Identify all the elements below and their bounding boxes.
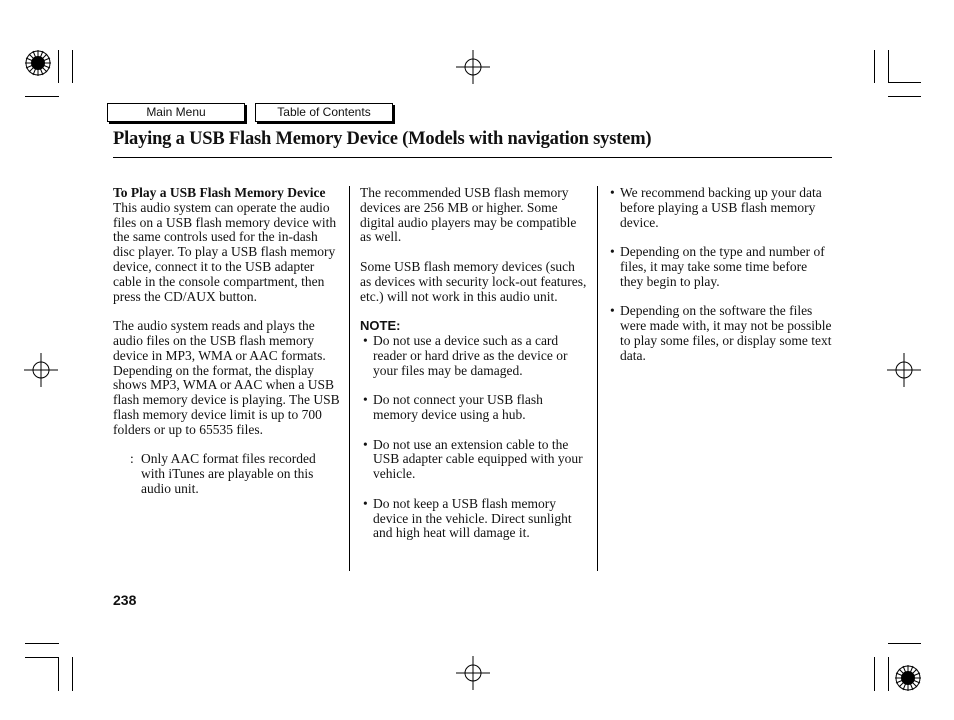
column-3 (607, 186, 833, 364)
bullet-icon: • (363, 436, 368, 452)
page-number: 238 (113, 592, 137, 608)
list-item (607, 304, 833, 363)
section-heading: To Play a USB Flash Memory Device (113, 185, 326, 200)
table-of-contents-button[interactable]: Table of Contents (255, 103, 393, 122)
list-item (607, 186, 833, 230)
bullet-icon: • (363, 332, 368, 348)
bullet-icon: • (363, 495, 368, 511)
footnote-marker: : (130, 451, 134, 467)
bullet-icon: • (610, 185, 615, 200)
bullet-icon: • (610, 244, 615, 260)
list-item (360, 393, 588, 423)
paragraph: Some USB flash memory devices (such as devices with security lock-out features, etc.) will not work in this audio unit. (360, 258, 587, 304)
footnote-text: Only AAC format files recorded with iTunes are playable on this audio unit. (141, 451, 316, 496)
title-divider (113, 157, 832, 158)
footnote (113, 452, 341, 496)
registration-target-icon (24, 49, 52, 77)
crosshair-icon (24, 353, 58, 387)
list-item (360, 497, 588, 541)
bullet-icon: • (610, 303, 615, 319)
main-menu-button[interactable]: Main Menu (107, 103, 245, 122)
crosshair-icon (456, 50, 490, 84)
bullet-icon: • (363, 392, 368, 408)
paragraph: The recommended USB flash memory devices are 256 MB or higher. Some digital audio players may be compatible as well. (360, 185, 577, 245)
paragraph: This audio system can operate the audio files on a USB flash memory device with the same controls used for the in-dash disc player. To play a USB flash memory device, connect it to the USB adapter cable in the console compartment, then press the CD/AUX button. (113, 199, 337, 304)
paragraph: The audio system reads and plays the audio files on the USB flash memory device in MP3, WMA or AAC formats. Depending on the format, the display shows MP3, WMA or AAC when a USB flash memory device is playing. The USB flash memory device limit is up to 700 folders or up to 65535 files. (113, 318, 340, 437)
note-label: NOTE: (360, 318, 401, 334)
column-2 (360, 186, 588, 541)
column-divider (597, 186, 598, 571)
list-item-text: We recommend backing up your data before playing a USB flash memory device. (620, 185, 822, 230)
list-item-text: Do not keep a USB flash memory device in the vehicle. Direct sunlight and high heat will damage it. (373, 495, 572, 541)
column-divider (349, 186, 350, 571)
registration-target-icon (894, 664, 922, 692)
list-item-text: Do not use a device such as a card reader or hard drive as the device or your files may be damaged. (373, 332, 568, 378)
crosshair-icon (887, 353, 921, 387)
list-item (360, 334, 588, 378)
column-1 (113, 186, 341, 497)
list-item-text: Depending on the software the files were made with, it may not be possible to play some files, or display some text data. (620, 303, 832, 363)
list-item (607, 245, 833, 289)
list-item-text: Depending on the type and number of files, it may take some time before they begin to play. (620, 244, 825, 289)
list-item (360, 438, 588, 482)
page-title: Playing a USB Flash Memory Device (Models with navigation system) (113, 129, 652, 149)
crosshair-icon (456, 656, 490, 690)
list-item-text: Do not connect your USB flash memory device using a hub. (373, 392, 543, 422)
list-item-text: Do not use an extension cable to the USB adapter cable equipped with your vehicle. (373, 436, 583, 482)
